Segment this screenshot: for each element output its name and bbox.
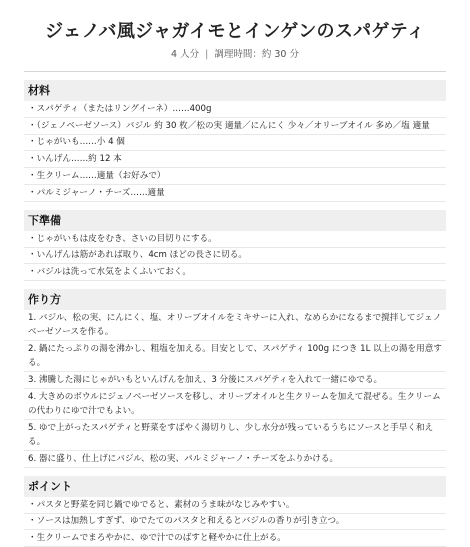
list-item [24, 264, 446, 281]
list-item [24, 118, 446, 135]
section-heading-ingredients: 材料 [24, 80, 446, 101]
bullet-glyph: ・ [28, 120, 37, 131]
step-item: 4. 大きめのボウルにジェノベーゼソースを移し、オリーブオイルと生クリームを加えて混ぜる。生クリームの代わりにゆで汁でもよい。 [24, 389, 446, 420]
list-item [24, 151, 446, 168]
step-item: 1. バジル、松の実、にんにく、塩、オリーブオイルをミキサーに入れ、なめらかになるまで撹拌してジェノベーゼソースを作る。 [24, 310, 446, 341]
step-item: 2. 鍋にたっぷりの湯を沸かし、粗塩を加える。目安として、スパゲティ 100g につき 1L 以上の湯を用意する。 [24, 341, 446, 372]
bullet-glyph: ・ [28, 187, 37, 198]
bullet-glyph: ・ [28, 250, 37, 261]
step-item: 6. 器に盛り、仕上げにバジル、松の実、パルミジャーノ・チーズをふりかける。 [24, 451, 446, 468]
list-item [24, 530, 446, 547]
tip-text: 生クリームでまろやかに、ゆで汁でのばすと軽やかに仕上がる。 [36, 533, 286, 544]
list-item [24, 248, 446, 265]
list-item [24, 185, 446, 202]
ingredient-text: パルミジャーノ・チーズ……適量 [36, 187, 165, 198]
steps-list [24, 310, 446, 468]
step-item: 3. 沸騰した湯にじゃがいもといんげんを加え、3 分後にスパゲティを入れて一緒にゆでる。 [24, 372, 446, 389]
prep-text: いんげんは筋があれば取り、4cm ほどの長さに切る。 [36, 250, 247, 261]
bullet-glyph: ・ [28, 267, 37, 278]
list-item [24, 514, 446, 531]
ingredient-text: スパゲティ（またはリングイーネ）……400g [36, 103, 212, 114]
bullet-glyph: ・ [28, 516, 37, 527]
bullet-glyph: ・ [28, 533, 37, 544]
prep-text: じゃがいもは皮をむき、さいの目切りにする。 [36, 233, 217, 244]
bullet-glyph: ・ [28, 499, 37, 510]
section-heading-tips: ポイント [24, 476, 446, 497]
tip-text: パスタと野菜を同じ鍋でゆでると、素材のうま味がなじみやすい。 [36, 499, 295, 510]
ingredient-text: 生クリーム……適量（お好みで） [36, 170, 166, 181]
ingredient-text: （ジェノベーゼソース）バジル 約 30 枚／松の実 適量／にんにく 少々／オリーブオイル 多め／塩 適量 [36, 120, 430, 131]
list-item [24, 168, 446, 185]
section-heading-prep: 下準備 [24, 210, 446, 231]
bullet-glyph: ・ [28, 137, 37, 148]
bullet-glyph: ・ [28, 233, 37, 244]
step-item: 5. ゆで上がったスパゲティと野菜をすばやく湯切りし、少し水分が残っているうちにソースと手早く和える。 [24, 420, 446, 451]
ingredients-list [24, 101, 446, 202]
list-item [24, 101, 446, 118]
tips-list [24, 497, 446, 547]
tip-text: ソースは加熱しすぎず、ゆでたてのパスタと和えるとバジルの香りが引き立つ。 [36, 516, 345, 527]
bullet-glyph: ・ [28, 154, 37, 165]
bullet-glyph: ・ [28, 103, 37, 114]
servings-text: 4 人分 [171, 49, 200, 60]
list-item [24, 135, 446, 152]
list-item [24, 231, 446, 248]
recipe-meta [24, 48, 446, 72]
meta-separator: | [205, 49, 209, 60]
ingredient-text: じゃがいも……小 4 個 [36, 137, 125, 148]
ingredient-text: いんげん……約 12 本 [36, 154, 122, 165]
page-title: ジェノバ風ジャガイモとインゲンのスパゲティ [45, 21, 425, 42]
cook-time-text: 調理時間：約 30 分 [214, 49, 299, 60]
section-heading-steps: 作り方 [24, 289, 446, 310]
prep-text: バジルは洗って水気をよくふいておく。 [36, 267, 191, 278]
list-item [24, 497, 446, 514]
prep-list [24, 231, 446, 281]
bullet-glyph: ・ [28, 170, 37, 181]
